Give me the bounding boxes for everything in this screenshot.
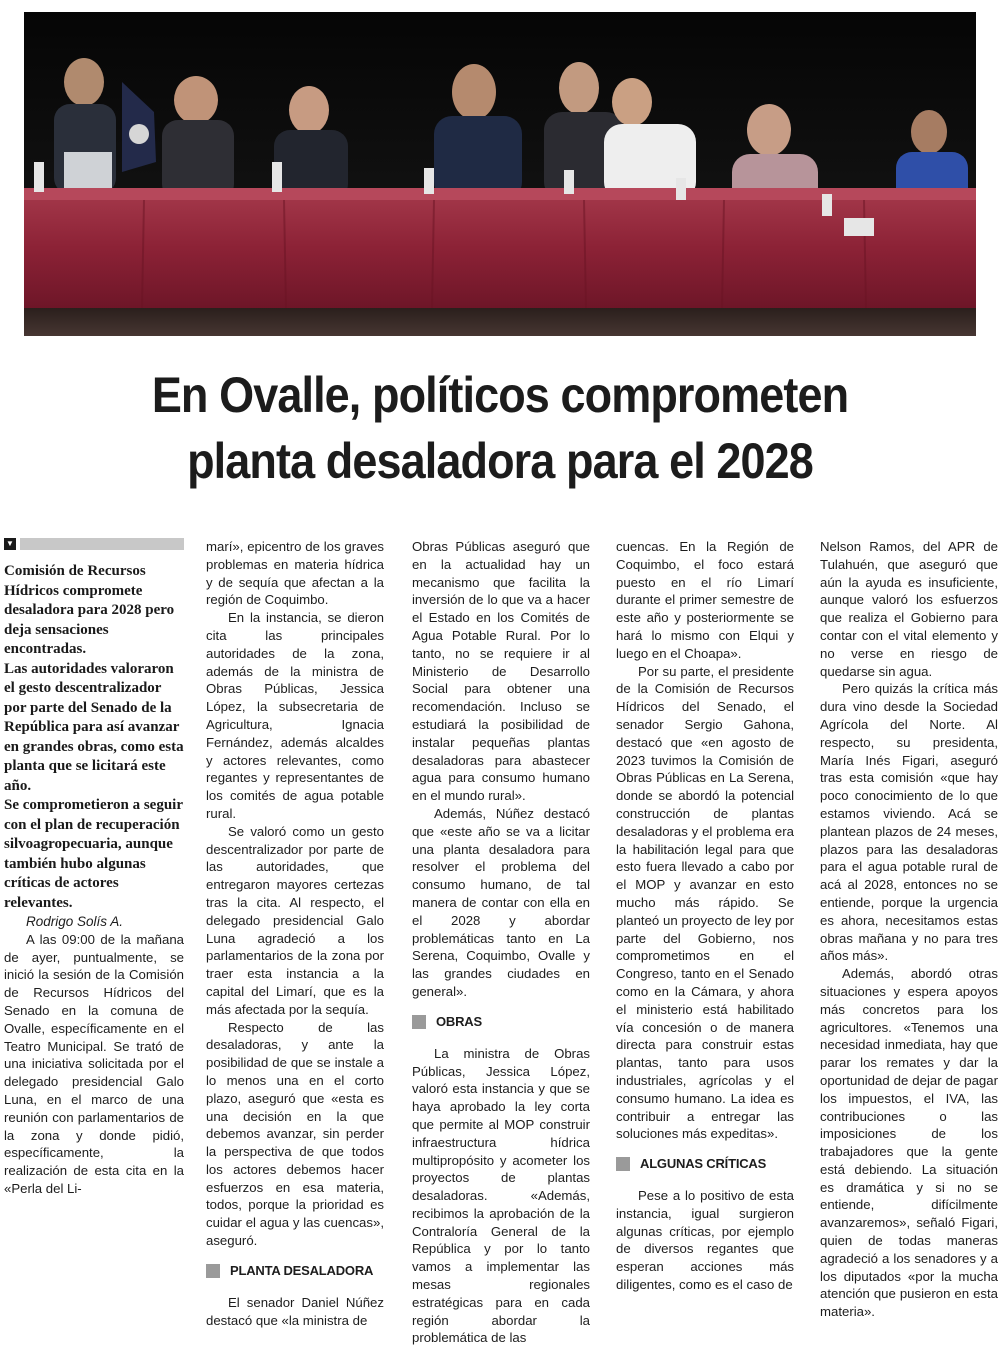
body-paragraph: Además, abordó otras situaciones y espera apoyos más concretos para los agricultores. «Tenemos una necesidad inmediata, hay que parar los remates y dar la oportunidad de dejar de pagar los impuestos, el IVA, las contribuciones o las imposiciones de los trabajadores que la gente está debiendo. La situación es dramática y si no se entiende, difícilmente avanzaremos», señaló Figari, quien de todas maneras agradeció a los senadores y a los diputados «por la mucha atención que pusieron en esta materia». xyxy=(820,966,998,1320)
square-icon xyxy=(206,1264,220,1278)
summary-3: Se comprometieron a seguir con el plan de recuperación silvoagropecuaria, aunque también hubo algunas críticas de actores relevantes. xyxy=(4,797,183,911)
section-marker xyxy=(4,538,184,550)
column-4 xyxy=(616,538,794,1294)
body-paragraph: Respecto de las desaladoras, y ante la posibilidad de que se instale a lo menos una en el corto plazo, aseguró que «esta es una decisión en la que debemos avanzar, sin perder la perspectiva de que todos los actores debemos hacer esfuerzos en esa materia, todos, porque la prioridad es cuidar el agua y las cuencas», aseguró. xyxy=(206,1019,384,1249)
square-icon xyxy=(616,1157,630,1171)
column-2 xyxy=(206,538,384,1329)
subhead-algunas-criticas xyxy=(616,1155,794,1173)
body-paragraph: Pese a lo positivo de esta instancia, igual surgieron algunas críticas, por ejemplo de diversos regantes que esperan acciones más diligentes, como es el caso de xyxy=(616,1188,794,1293)
body-paragraph: El senador Daniel Núñez destacó que «la ministra de xyxy=(206,1294,384,1328)
body-paragraph: Obras Públicas aseguró que en la actualidad hay un mecanismo que facilita la inversión de lo que va a hacer el Estado en los Comités de Agua Potable Rural. Por lo tanto, no se requiere ir al Ministerio de Desarrollo Social para obtener una recomendación. Incluso se estudiará la posibilidad de instalar pequeñas plantas desaladoras para abastecer agua para consumo humano en el mundo rural». xyxy=(412,539,590,804)
column-1 xyxy=(4,538,184,1198)
summary-2: Las autoridades valoraron el gesto descentralizador por parte del Senado de la República para así avanzar en grandes obras, como esta planta que se licitará este año. xyxy=(4,660,184,794)
news-photo xyxy=(24,12,976,336)
body-paragraph: A las 09:00 de la mañana de ayer, puntualmente, se inició la sesión de la Comisión de Recursos Hídricos del Senado en la comuna de Ovalle, específicamente en el Teatro Municipal. Se trató de una iniciativa solicitada por el delegado presidencial Galo Luna, en el marco de una reunión con parlamentarios de la zona y donde pidió, específicamente, la realización de esta cita en la «Perla del Li- xyxy=(4,931,184,1196)
body-paragraph: Nelson Ramos, del APR de Tulahuén, que aseguró que aún la ayuda es insuficiente, aunque valoró los esfuerzos que realiza el Gobierno para contar con el vital elemento y no verse en riesgo de quedarse sin agua. xyxy=(820,539,998,679)
column-5 xyxy=(820,538,998,1321)
summary-1: Comisión de Recursos Hídricos compromete desaladora para 2028 pero deja sensaciones encontradas. xyxy=(4,563,175,657)
body-paragraph: En la instancia, se dieron cita las principales autoridades de la zona, además de la ministra de Obras Públicas, Jessica López, la subsecretaria de Agricultura, Ignacia Fernández, además alcaldes y actores relevantes, como regantes y representantes de los comités de agua potable rural. xyxy=(206,610,384,821)
headline xyxy=(68,362,932,494)
triangle-down-icon: ▼ xyxy=(4,538,16,550)
square-icon xyxy=(412,1015,426,1029)
body-paragraph: marí», epicentro de los graves problemas en materia hídrica y de sequía que afectan a la región de Coquimbo. xyxy=(206,539,384,608)
body-paragraph: Además, Núñez destacó que «este año se va a licitar una planta desaladora para resolver el problema del consumo humano, de tal manera de contar con ella en el 2028 y abordar problemáticas tanto en La Serena, Coquimbo, Ovalle y las grandes ciudades en general». xyxy=(412,805,590,999)
subhead-label: OBRAS xyxy=(436,1013,482,1029)
subhead-obras xyxy=(412,1013,590,1031)
headline-line-2: planta desaladora para el 2028 xyxy=(187,433,813,489)
byline: Rodrigo Solís A. xyxy=(26,914,124,929)
subhead-label: PLANTA DESALADORA xyxy=(230,1262,374,1278)
body-paragraph: Por su parte, el presidente de la Comisión de Recursos Hídricos del Senado, el senador Sergio Gahona, destacó que «en agosto de 2023 tuvimos la Comisión de Obras Públicas en La Serena, donde se abordó la potencial construcción de plantas desaladoras y el problema era la habilitación legal para que esto fuera llevado a cabo por el MOP y avanzar en esto mucho más rápido. Se planteó un proyecto de ley por parte del Gobierno, nos comprometimos en el Congreso, tanto en el Senado como en la Cámara, y ahora el ministerio está habilitado vía concesión o de manera directa para construir estas plantas, tanto para usos industriales, agrícolas y el consumo humano. La idea es contribuir a entregar las soluciones más expeditas». xyxy=(616,663,794,1142)
body-paragraph: Se valoró como un gesto descentralizador por parte de las autoridades, que entregaron mayores certezas tras la cita. Al respecto, el delegado presidencial Galo Luna agradeció a los parlamentarios de la zona por traer esta instancia a la capital del Limarí, que es la más afectada por la sequía. xyxy=(206,823,384,1017)
column-3 xyxy=(412,538,590,1347)
section-bar xyxy=(20,538,184,550)
headline-line-1: En Ovalle, políticos comprometen xyxy=(151,367,849,423)
body-paragraph: Pero quizás la crítica más dura vino desde la Sociedad Agrícola del Norte. Al respecto, su presidenta, María Inés Figari, aseguró tras esta comisión «que hay poco conocimiento de lo que estamos viviendo. Acá se plantean plazos de 24 meses, plazos para las desaladoras para el agua potable rural de acá al 2028, entonces no se entiende, porque la urgencia es ahora, necesitamos estas obras mañana y no para tres años más». xyxy=(820,681,998,964)
subhead-planta-desaladora xyxy=(206,1262,384,1280)
photo-icon xyxy=(24,12,976,336)
body-paragraph: cuencas. En la Región de Coquimbo, el foco estará puesto en el río Limarí durante el primer semestre de este año y posteriormente se hará lo mismo con Elqui y luego en el Choapa». xyxy=(616,539,794,661)
body-paragraph: La ministra de Obras Públicas, Jessica López, valoró esta instancia y que se haya aprobado la ley corta que permite al MOP construir infraestructura hídrica multipropósito y acometer los proyectos de plantas desaladoras. «Además, recibimos la aprobación de la Contraloría General de la República y por lo tanto vamos a implementar las mesas regionales estratégicas para en cada región abordar la problemática de las xyxy=(412,1045,590,1346)
subhead-label: ALGUNAS CRÍTICAS xyxy=(640,1156,767,1172)
